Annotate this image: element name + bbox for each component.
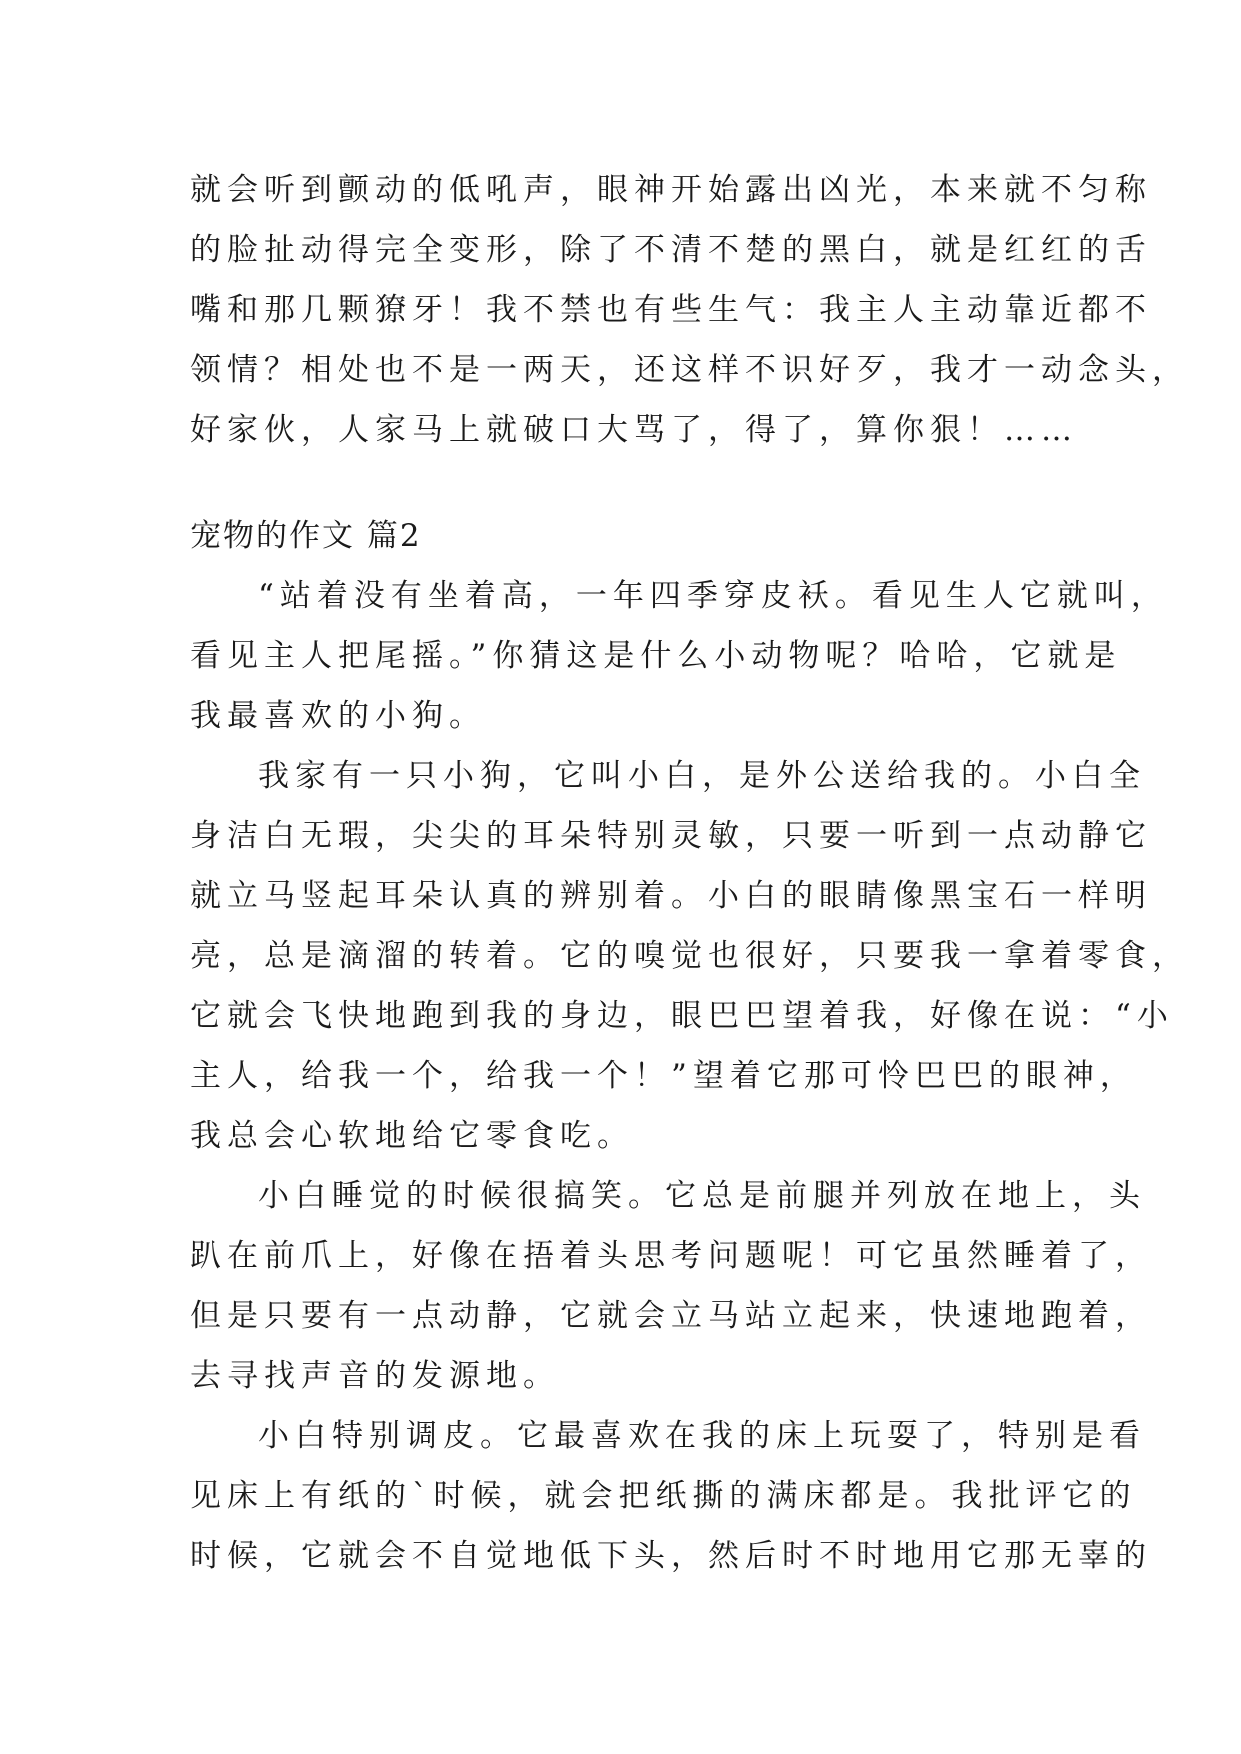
text-line: 小白睡觉的时候很搞笑。它总是前腿并列放在地上，头	[258, 1178, 1146, 1214]
text-line: 的脸扯动得完全变形，除了不清不楚的黑白，就是红红的舌	[190, 232, 1152, 268]
paragraph	[190, 1166, 1152, 1406]
text-line: 领情？相处也不是一两天，还这样不识好歹，我才一动念头，	[190, 352, 1189, 388]
text-line: 亮，总是滴溜的转着。它的嗅觉也很好，只要我一拿着零食，	[190, 938, 1189, 974]
text-line: 我家有一只小狗，它叫小白，是外公送给我的。小白全	[258, 758, 1146, 794]
text-line: 主人，给我一个，给我一个！”望着它那可怜巴巴的眼神，	[190, 1058, 1137, 1094]
section-heading: 宠物的作文 篇2	[190, 518, 422, 554]
text-line: 就会听到颤动的低吼声，眼神开始露出凶光，本来就不匀称	[190, 172, 1152, 208]
text-line: 嘴和那几颗獠牙！我不禁也有些生气：我主人主动靠近都不	[190, 292, 1152, 328]
text-line: 身洁白无瑕，尖尖的耳朵特别灵敏，只要一听到一点动静它	[190, 818, 1152, 854]
text-line: 我最喜欢的小狗。	[190, 698, 486, 734]
text-line: 时候，它就会不自觉地低下头，然后时不时地用它那无辜的	[190, 1538, 1152, 1574]
text-line: 就立马竖起耳朵认真的辨别着。小白的眼睛像黑宝石一样明	[190, 878, 1152, 914]
text-line: 好家伙，人家马上就破口大骂了，得了，算你狠！……	[190, 412, 1078, 448]
paragraph	[190, 1406, 1152, 1586]
text-line: 看见主人把尾摇。”你猜这是什么小动物呢？哈哈，它就是	[190, 638, 1122, 674]
text-line: 它就会飞快地跑到我的身边，眼巴巴望着我，好像在说：“小	[190, 998, 1174, 1034]
text-line: “站着没有坐着高，一年四季穿皮袄。看见生人它就叫，	[258, 578, 1168, 614]
paragraph	[190, 746, 1189, 1166]
text-line: 小白特别调皮。它最喜欢在我的床上玩耍了，特别是看	[258, 1418, 1146, 1454]
paragraph	[190, 566, 1168, 746]
document-body	[190, 160, 1189, 1586]
text-line: 趴在前爪上，好像在捂着头思考问题呢！可它虽然睡着了，	[190, 1238, 1152, 1274]
text-line: 去寻找声音的发源地。	[190, 1358, 560, 1394]
text-line: 我总会心软地给它零食吃。	[190, 1118, 634, 1154]
text-line: 但是只要有一点动静，它就会立马站立起来，快速地跑着，	[190, 1298, 1152, 1334]
intro-paragraph	[190, 160, 1189, 460]
text-line: 见床上有纸的`时候，就会把纸撕的满床都是。我批评它的	[190, 1478, 1137, 1514]
